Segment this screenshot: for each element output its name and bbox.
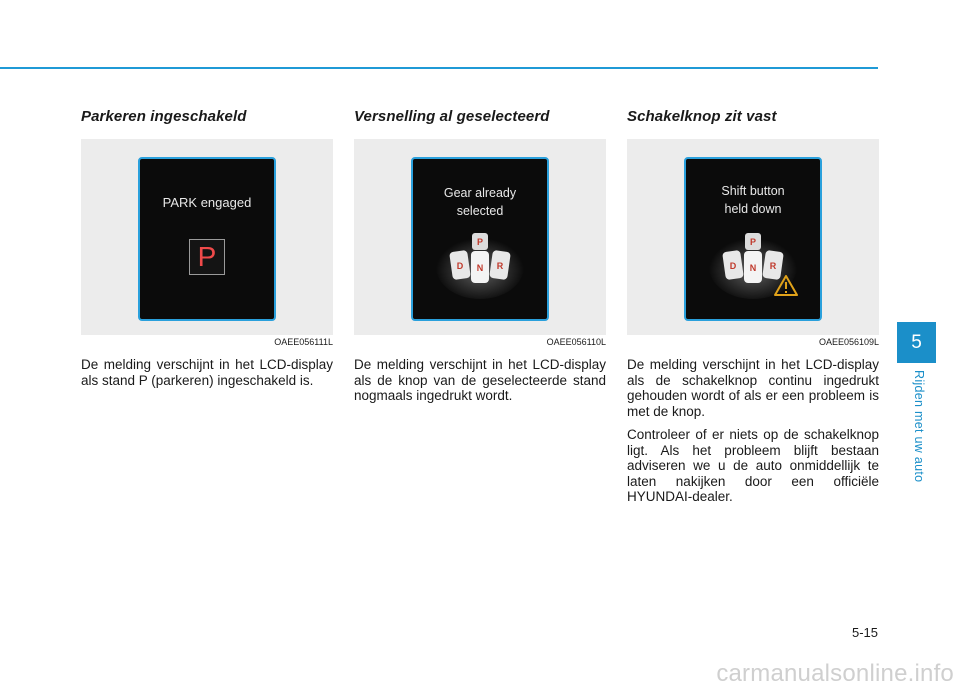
screen-message: PARK engaged [162, 195, 252, 210]
section-parking-engaged [81, 108, 333, 388]
shift-knob-icon [708, 229, 798, 299]
knob-n-label: N [749, 263, 757, 273]
top-divider [0, 67, 878, 69]
screen-message [413, 184, 547, 220]
knob-p-label: P [749, 237, 757, 247]
lcd-figure [81, 139, 333, 335]
body-paragraph: De melding verschijnt in het LCD-display als stand P (parkeren) ingeschakeld is. [81, 357, 333, 388]
section-shift-button-stuck [627, 108, 879, 505]
page-number: 5-15 [851, 625, 878, 640]
watermark: carmanualsonline.info [716, 660, 954, 687]
section-heading: Parkeren ingeschakeld [81, 108, 247, 125]
screen-message-line1: Shift button [721, 184, 785, 198]
chapter-number-tab: 5 [897, 322, 936, 363]
body-paragraph: De melding verschijnt in het LCD-display als de knop van de geselecteerde stand nogmaals ingedrukt wordt. [354, 357, 606, 403]
park-indicator-icon: P [189, 239, 225, 275]
knob-d-label: D [456, 261, 464, 271]
knob-r-label: R [496, 261, 504, 271]
knob-d-label: D [729, 261, 737, 271]
section-heading: Versnelling al geselecteerd [354, 108, 550, 125]
figure-code: OAEE056109L [818, 337, 879, 347]
body-paragraph: Controleer of er niets op de schakelknop ligt. Als het probleem blijft bestaan adviseren we u de auto onmiddellijk te laten nakijken door een officiële HYUNDAI-dealer. [627, 427, 879, 504]
section-gear-already-selected [354, 108, 606, 404]
figure-code: OAEE056111L [274, 337, 333, 347]
lcd-screen [411, 157, 549, 321]
shift-knob-icon [435, 229, 525, 299]
knob-n-label: N [476, 263, 484, 273]
chapter-title: Rijden met uw auto [912, 370, 926, 483]
screen-message [686, 182, 820, 218]
screen-message-line1: Gear already [443, 186, 517, 200]
section-heading: Schakelknop zit vast [627, 108, 777, 125]
figure-code: OAEE056110L [546, 337, 606, 347]
lcd-screen [684, 157, 822, 321]
screen-message-line2: held down [724, 202, 782, 216]
screen-message-line2: selected [456, 204, 504, 218]
lcd-figure [627, 139, 879, 335]
knob-p-label: P [476, 237, 484, 247]
knob-r-label: R [769, 261, 777, 271]
body-paragraph: De melding verschijnt in het LCD-display als de schakelknop continu ingedrukt gehouden wordt of als er een probleem is met de knop. [627, 357, 879, 419]
lcd-screen [138, 157, 276, 321]
lcd-figure [354, 139, 606, 335]
